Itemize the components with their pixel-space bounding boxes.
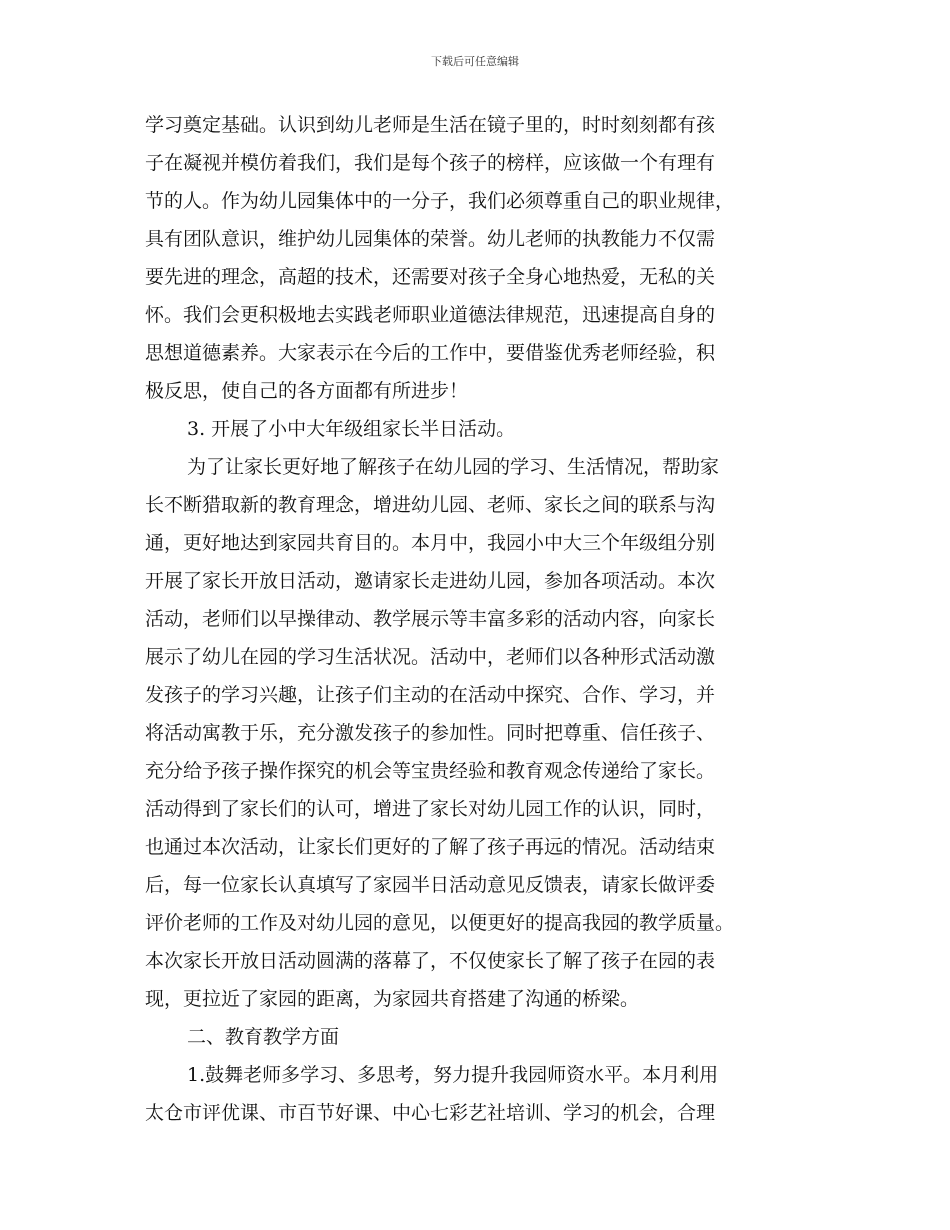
paragraph-line: 现，更拉近了家园的距离，为家园共育搭建了沟通的桥梁。 bbox=[145, 988, 640, 1010]
paragraph-line: 长不断猎取新的教育理念，增进幼儿园、老师、家长之间的联系与沟 bbox=[145, 494, 716, 516]
paragraph-line: 通，更好地达到家园共育目的。本月中，我园小中大三个年级组分别 bbox=[145, 532, 716, 554]
paragraph-line: 具有团队意识，维护幼儿园集体的荣誉。幼儿老师的执教能力不仅需 bbox=[145, 228, 716, 250]
body-text bbox=[145, 106, 815, 1132]
section-heading: 二、教育教学方面 bbox=[187, 1026, 340, 1048]
paragraph-line: 也通过本次活动，让家长们更好的了解了孩子再远的情况。活动结束 bbox=[145, 836, 716, 858]
paragraph-line: 活动得到了家长们的认可，增进了家长对幼儿园工作的认识，同时， bbox=[145, 798, 716, 820]
paragraph-line: 学习奠定基础。认识到幼儿老师是生活在镜子里的，时时刻刻都有孩 bbox=[145, 114, 716, 136]
paragraph-line: 子在凝视并模仿着我们，我们是每个孩子的榜样，应该做一个有理有 bbox=[145, 152, 716, 174]
paragraph-line: 发孩子的学习兴趣，让孩子们主动的在活动中探究、合作、学习，并 bbox=[145, 684, 716, 706]
paragraph-line: 1.鼓舞老师多学习、多思考，努力提升我园师资水平。本月利用 bbox=[187, 1064, 719, 1086]
paragraph-line: 为了让家长更好地了解孩子在幼儿园的学习、生活情况，帮助家 bbox=[187, 456, 720, 478]
page-header: 下载后可任意编辑 bbox=[431, 55, 519, 68]
section-heading: 3. 开展了小中大年级组家长半日活动。 bbox=[187, 418, 516, 440]
paragraph-line: 展示了幼儿在园的学习生活状况。活动中，老师们以各种形式活动激 bbox=[145, 646, 716, 668]
paragraph-line: 充分给予孩子操作探究的机会等宝贵经验和教育观念传递给了家长。 bbox=[145, 760, 716, 782]
paragraph-line: 节的人。作为幼儿园集体中的一分子，我们必须尊重自己的职业规律， bbox=[145, 190, 735, 212]
paragraph-line: 评价老师的工作及对幼儿园的意见，以便更好的提高我园的教学质量。 bbox=[145, 912, 735, 934]
paragraph-line: 怀。我们会更积极地去实践老师职业道德法律规范，迅速提高自身的 bbox=[145, 304, 716, 326]
paragraph-line: 将活动寓教于乐，充分激发孩子的参加性。同时把尊重、信任孩子、 bbox=[145, 722, 716, 744]
paragraph-line: 活动，老师们以早操律动、教学展示等丰富多彩的活动内容，向家长 bbox=[145, 608, 716, 630]
paragraph-line: 太仓市评优课、市百节好课、中心七彩艺社培训、学习的机会，合理 bbox=[145, 1102, 716, 1124]
paragraph-line: 极反思，使自己的各方面都有所进步！ bbox=[145, 380, 469, 402]
paragraph-line: 要先进的理念，高超的技术，还需要对孩子全身心地热爱，无私的关 bbox=[145, 266, 716, 288]
paragraph-line: 后，每一位家长认真填写了家园半日活动意见反馈表，请家长做评委 bbox=[145, 874, 716, 896]
paragraph-line: 本次家长开放日活动圆满的落幕了，不仅使家长了解了孩子在园的表 bbox=[145, 950, 716, 972]
paragraph-line: 开展了家长开放日活动，邀请家长走进幼儿园，参加各项活动。本次 bbox=[145, 570, 716, 592]
paragraph-line: 思想道德素养。大家表示在今后的工作中，要借鉴优秀老师经验，积 bbox=[145, 342, 716, 364]
